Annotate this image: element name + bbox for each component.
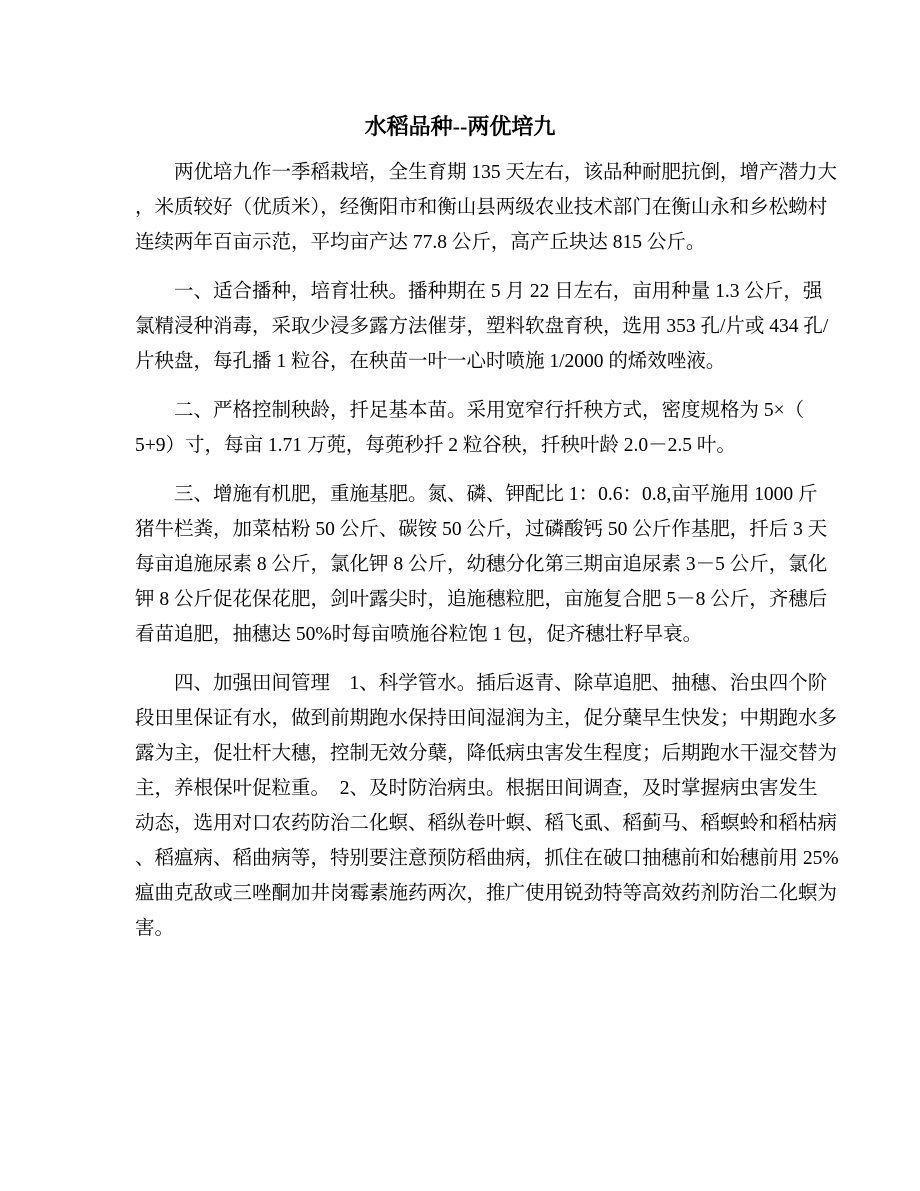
paragraph-line: 、稻瘟病、稻曲病等，特别要注意预防稻曲病，抓住在破口抽穗前和始穗前用 25% [135,848,839,869]
paragraph-line: 看苗追肥，抽穗达 50%时每亩喷施谷粒饱 1 包，促齐穗壮籽早衰。 [135,624,703,645]
paragraph-line: 害。 [135,918,175,939]
paragraph-line: 片秧盘，每孔播 1 粒谷，在秧苗一叶一心时喷施 1/2000 的烯效唑液。 [135,351,726,372]
document-body [135,155,839,960]
paragraph-line: 瘟曲克敌或三唑酮加井岗霉素施药两次，推广使用锐劲特等高效药剂防治二化螟为 [135,883,838,904]
paragraph [135,155,838,260]
paragraph-line: 氯精浸种消毒，采取少浸多露方法催芽，塑料软盘育秧，选用 353 孔/片或 434 孔/ [135,316,829,337]
paragraph-line: 段田里保证有水，做到前期跑水保持田间湿润为主，促分蘖早生快发；中期跑水多 [135,708,838,729]
paragraph [135,393,805,463]
paragraph-line: 每亩追施尿素 8 公斤，氯化钾 8 公斤，幼穗分化第三期亩追尿素 3－5 公斤，氯化 [135,554,828,575]
paragraph-line: 二、严格控制秧龄，扦足基本苗。采用宽窄行扦秧方式，密度规格为 5×（ [135,400,805,421]
paragraph-line: 5+9）寸，每亩 1.71 万蔸，每蔸秒扦 2 粒谷秧，扦秧叶龄 2.0－2.5 叶。 [135,435,736,456]
paragraph [135,477,828,652]
paragraph [135,666,839,946]
paragraph-line: ，米质较好（优质米），经衡阳市和衡山县两级农业技术部门在衡山永和乡松蚴村 [135,197,828,218]
document-title: 水稻品种--两优培九 [364,114,556,139]
paragraph-line: 四、加强田间管理 1、科学管水。插后返青、除草追肥、抽穗、治虫四个阶 [135,673,828,694]
paragraph-line: 两优培九作一季稻栽培，全生育期 135 天左右，该品种耐肥抗倒，增产潜力大 [135,162,838,183]
paragraph [135,274,829,379]
paragraph-line: 三、增施有机肥，重施基肥。氮、磷、钾配比 1：0.6：0.8,亩平施用 1000 斤 [135,484,818,505]
paragraph-line: 钾 8 公斤促花保花肥，剑叶露尖时，追施穗粒肥，亩施复合肥 5－8 公斤，齐穗后 [135,589,828,610]
paragraph-line: 猪牛栏粪，加菜枯粉 50 公斤、碳铵 50 公斤，过磷酸钙 50 公斤作基肥，扦后 3 天 [135,519,828,540]
paragraph-line: 露为主，促壮杆大穗，控制无效分蘖，降低病虫害发生程度；后期跑水干湿交替为 [135,743,838,764]
paragraph-line: 主，养根保叶促粒重。 2、及时防治病虫。根据田间调查，及时掌握病虫害发生 [135,778,818,799]
paragraph-line: 动态，选用对口农药防治二化螟、稻纵卷叶螟、稻飞虱、稻蓟马、稻螟蛉和稻枯病 [135,813,838,834]
paragraph-line: 一、适合播种，培育壮秧。播种期在 5 月 22 日左右，亩用种量 1.3 公斤，强 [135,281,823,302]
paragraph-line: 连续两年百亩示范，平均亩产达 77.8 公斤，高产丘块达 815 公斤。 [135,232,706,253]
